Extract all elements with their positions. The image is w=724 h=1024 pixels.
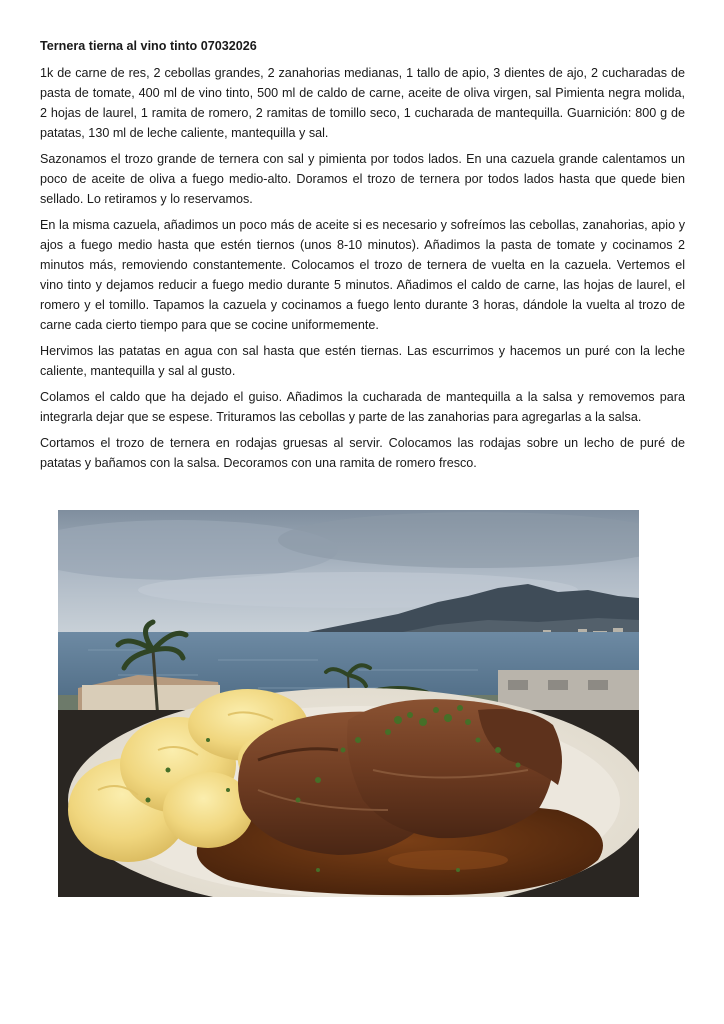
step-paragraph-4: Colamos el caldo que ha dejado el guiso. Añadimos la cucharada de mantequilla a la salsa y removemos para integrarla dejar que se espese. Trituramos las cebollas y parte de las zanahorias para agregarlas a la salsa.	[40, 390, 685, 424]
recipe-text	[40, 36, 685, 479]
step-paragraph-5: Cortamos el trozo de ternera en rodajas gruesas al servir. Colocamos las rodajas sobre un lecho de puré de patatas y bañamos con la salsa. Decoramos con una ramita de romero fresco.	[40, 436, 685, 470]
dish-photo-illustration	[58, 510, 639, 897]
dish-photo	[58, 510, 639, 897]
ingredients-paragraph: 1k de carne de res, 2 cebollas grandes, 2 zanahorias medianas, 1 tallo de apio, 3 dientes de ajo, 2 cucharadas de pasta de tomate, 400 ml de vino tinto, 500 ml de caldo de carne, aceite de oliva virgen, sal Pimienta negra molida, 2 hojas de laurel, 1 ramita de romero, 2 ramitas de tomillo seco, 1 cucharada de mantequilla. Guarnición: 800 g de patatas, 130 ml de leche caliente, mantequilla y sal.	[40, 66, 685, 140]
step-paragraph-1: Sazonamos el trozo grande de ternera con sal y pimienta por todos lados. En una cazuela grande calentamos un poco de aceite de oliva a fuego medio-alto. Doramos el trozo de ternera por todos lados hasta que quede bien sellado. Lo retiramos y lo reservamos.	[40, 152, 685, 206]
step-paragraph-2: En la misma cazuela, añadimos un poco más de aceite si es necesario y sofreímos las cebollas, zanahorias, apio y ajos a fuego medio hasta que estén tiernos (unos 8-10 minutos). Añadimos la pasta de tomate y cocinamos 2 minutos más, removiendo constantemente. Colocamos el trozo de ternera de vuelta en la cazuela. Vertemos el vino tinto y dejamos reducir a fuego medio durante 5 minutos. Añadimos el caldo de carne, las hojas de laurel, el romero y el tomillo. Tapamos la cazuela y cocinamos a fuego lento durante 3 horas, dándole la vuelta al trozo de carne cada cierto tiempo para que se cocine uniformemente.	[40, 218, 685, 332]
recipe-title: Ternera tierna al vino tinto 07032026	[40, 39, 257, 53]
step-paragraph-3: Hervimos las patatas en agua con sal hasta que estén tiernas. Las escurrimos y hacemos un puré con la leche caliente, mantequilla y sal al gusto.	[40, 344, 685, 378]
